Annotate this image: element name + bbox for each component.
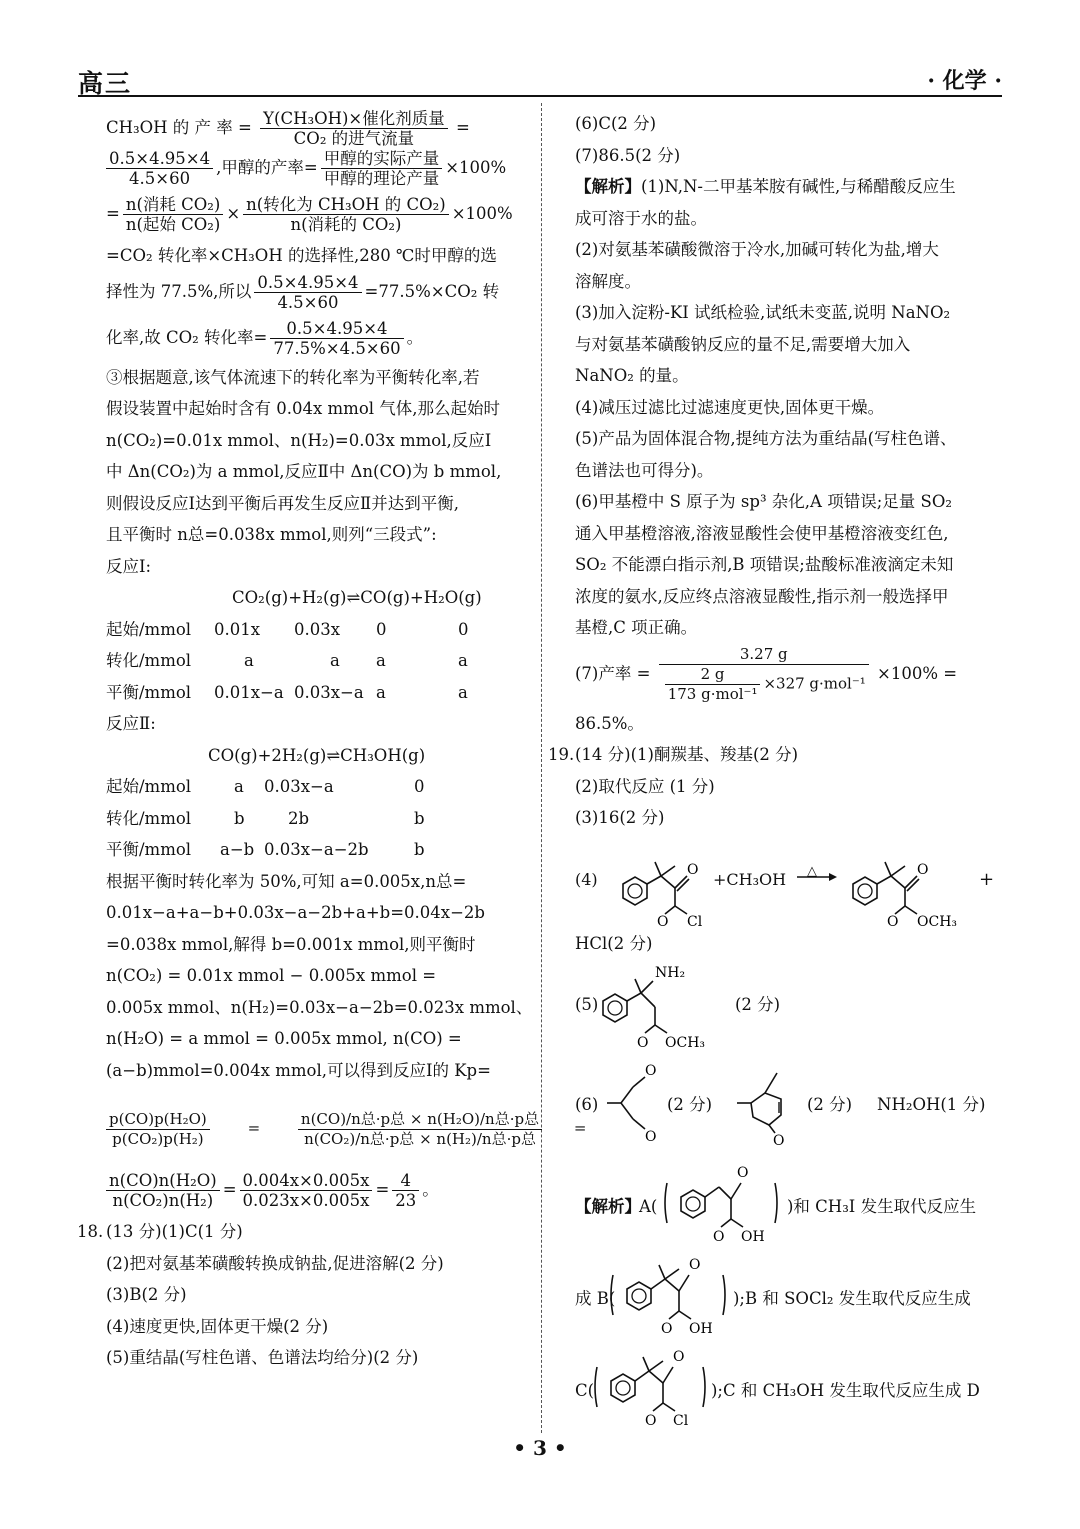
text-line: 根据平衡时转化率为 50%,可知 a=0.005x,n总= xyxy=(106,871,467,891)
header-rule xyxy=(78,95,1002,97)
svg-text:OH: OH xyxy=(689,1321,713,1337)
svg-text:O: O xyxy=(737,1165,749,1181)
fraction: $\frac{\text{Y(CH₃OH)×催化剂质量}}{\text{CO₂ 的进气流量}}$ xyxy=(260,109,448,148)
text-line: 假设装置中起始时含有 0.04x mmol 气体,那么起始时 xyxy=(106,399,501,418)
explanation-19-b: 成 B( O O OH );B 和 SOCl₂ 发生取代反应生成 xyxy=(575,1249,1000,1341)
fraction: $\frac{\text{p(CO)p(H₂O)}}{\text{p(CO₂)p(H₂)}}$ xyxy=(106,1110,210,1149)
fraction: $\frac{\text{n(消耗 CO₂)}}{\text{n(起始 CO₂)}}$ xyxy=(123,195,224,234)
text-line: 基橙,C 项正确。 xyxy=(575,618,698,637)
svg-text:OCH₃: OCH₃ xyxy=(665,1035,706,1051)
text-line: (a−b)mmol=0.004x mmol,可以得到反应Ⅰ的 Kp= xyxy=(106,1060,491,1080)
svg-text:O: O xyxy=(673,1349,685,1365)
methyl-ester-structure xyxy=(837,834,967,928)
fraction: $\frac{2 g}{\text{173 g·mol⁻¹}}$ xyxy=(665,665,761,704)
explanation-19-c: C( O O Cl );C 和 CH₃OH 发生取代反应生成 D xyxy=(575,1341,1000,1433)
svg-text:O: O xyxy=(773,1133,785,1149)
svg-text:O: O xyxy=(917,861,929,878)
text-line: (6)C(2 分) xyxy=(575,114,657,133)
text-line: ③根据题意,该气体流速下的转化率为平衡转化率,若 xyxy=(106,367,480,387)
text-line: =0.038x mmol,解得 b=0.001x mmol,则平衡时 xyxy=(106,934,476,954)
text-line: 中 Δn(CO₂)为 a mmol,反应Ⅱ中 Δn(CO)为 b mmol, xyxy=(106,462,502,481)
column-divider xyxy=(541,103,542,1433)
arrow-icon xyxy=(797,872,837,882)
kp-expression: $\frac{\text{p(CO)p(H₂O)}}{\text{p(CO₂)p(H₂)}}$ = $\frac{\text{n(CO)/n总·p总 × n(H₂O)/n总·p总}}{\text{n(CO₂)/n总·p总 × n(H₂)/n总·p总}}$ = xyxy=(106,1086,530,1170)
fraction: $\frac{\text{n(CO)n(H₂O)}}{\text{n(CO₂)n(H₂)}}$ xyxy=(106,1171,220,1210)
line-yield-expand: = $\frac{\text{n(消耗 CO₂)}}{\text{n(起始 CO₂)}}$ × $\frac{\text{n(转化为 CH₃OH 的 CO₂)}}{\text{n(消耗的 CO₂)}}$ ×100% xyxy=(106,195,513,234)
answer-18: 18. (13 分)(1)C(1 分) xyxy=(77,1222,243,1241)
fraction: $\frac{\text{n(转化为 CH₃OH 的 CO₂)}}{\text{n(消耗的 CO₂)}}$ xyxy=(243,195,449,234)
line-yield-def: CH₃OH 的 产 率 = $\frac{\text{Y(CH₃OH)×催化剂质量}}{\text{CO₂ 的进气流量}}$ = xyxy=(106,109,470,148)
text-line: (3)加入淀粉-KI 试纸检验,试纸未变蓝,说明 NaNO₂ xyxy=(575,303,951,322)
text-line: 浓度的氨水,反应终点溶液显酸性,指示剂一般选择甲 xyxy=(575,586,949,606)
answer-19: 19. (14 分)(1)酮羰基、羧基(2 分) xyxy=(548,745,799,764)
svg-text:O: O xyxy=(661,1321,673,1337)
svg-text:O: O xyxy=(689,1257,701,1273)
text-line: 反应Ⅰ: xyxy=(106,556,152,576)
compound-c-structure xyxy=(593,1341,713,1433)
explanation-19-a: 【解析】 A( O O OH )和 CH₃I 发生取代反应生 xyxy=(575,1157,1000,1249)
grade-label: 高三 xyxy=(78,69,133,98)
text-line: (4)速度更快,固体更干燥(2 分) xyxy=(106,1316,329,1336)
right-column xyxy=(548,108,1000,1433)
text-line: (6)甲基橙中 S 原子为 sp³ 杂化,A 项错误;足量 SO₂ xyxy=(575,492,952,511)
svg-text:O: O xyxy=(887,913,899,930)
text-line: n(H₂O) = a mmol = 0.005x mmol, n(CO) = xyxy=(106,1029,462,1048)
fraction: $\frac{0.5\times 4.95\times 4}{77.5\%\times 4.5\times 60}$ xyxy=(270,319,403,358)
text-line: =CO₂ 转化率×CH₃OH 的选择性,280 ℃时甲醇的选 xyxy=(106,246,497,265)
svg-text:O: O xyxy=(637,1035,649,1051)
kp-result: $\frac{\text{n(CO)n(H₂O)}}{\text{n(CO₂)n(H₂)}}$ = $\frac{0.004x\times 0.005x}{0.023x\times 0.005x}$ = $\frac{4}{23}$ 。 xyxy=(106,1170,530,1216)
left-column xyxy=(77,108,587,1374)
table-row: 平衡/mmol 0.01x−a 0.03x−a a a xyxy=(106,682,468,702)
text-line: 反应Ⅱ: xyxy=(106,714,156,733)
text-line: (2)对氨基苯磺酸微溶于冷水,加碱可转化为盐,增大 xyxy=(575,240,939,259)
answer-6-structures: (6) O O (2 分) O (2 分) NH₂OH(1 分) xyxy=(575,1059,1000,1151)
compound-b-structure xyxy=(609,1249,729,1341)
page-number: • 3 • xyxy=(513,1436,567,1460)
text-line: 则假设反应Ⅰ达到平衡后再发生反应Ⅱ并达到平衡, xyxy=(106,493,459,513)
subject-label: · 化学 · xyxy=(927,68,1002,94)
table-row: 转化/mmol a a a a xyxy=(106,651,468,670)
fraction: 3.27 g $\frac{2 g}{\text{173 g·mol⁻¹}}$ ×327 g·mol⁻¹ xyxy=(659,645,869,704)
svg-text:O: O xyxy=(645,1129,657,1145)
table-row: 起始/mmol a 0.03x−a 0 xyxy=(106,777,425,796)
svg-text:OH: OH xyxy=(741,1229,765,1245)
yield-equation: (7)产率 = 3.27 g $\frac{2 g}{\text{173 g·mol⁻¹}}$ ×327 g·mol⁻¹ ×100% = xyxy=(575,644,958,703)
svg-text:Cl: Cl xyxy=(687,913,703,930)
explanation-18: 【解析】(1)N,N-二甲基苯胺有碱性,与稀醋酸反应生 xyxy=(575,177,956,196)
text-line: (5)产品为固体混合物,提纯方法为重结晶(写柱色谱、 xyxy=(575,429,957,448)
acyl-chloride-structure xyxy=(607,834,717,928)
amino-ester-structure xyxy=(597,959,737,1053)
line-yield-value: $\frac{0.5\times 4.95\times 4}{4.5\times 60}$ ,甲醇的产率= $\frac{\text{甲醇的实际产量}}{\text{甲醇的理论产量}}$ ×100% xyxy=(106,148,530,188)
fraction: $\frac{\text{n(CO)/n总·p总 × n(H₂O)/n总·p总}}{\text{n(CO₂)/n总·p总 × n(H₂)/n总·p总}}$ xyxy=(298,1110,542,1149)
svg-text:O: O xyxy=(687,861,699,878)
text-line: n(CO₂)=0.01x mmol、n(H₂)=0.03x mmol,反应Ⅰ xyxy=(106,430,492,450)
text-line: 且平衡时 n总=0.038x mmol,则列“三段式”: xyxy=(106,525,437,544)
text-line: (2)把对氨基苯磺酸转换成钠盐,促进溶解(2 分) xyxy=(106,1253,444,1273)
svg-text:Cl: Cl xyxy=(673,1413,689,1429)
answer-5-structure: (5) NH₂ O OCH₃ (2 分) xyxy=(575,959,1000,1053)
text-line: NaNO₂ 的量。 xyxy=(575,366,689,385)
text-line: 与对氨基苯磺酸钠反应的量不足,需要增大加入 xyxy=(575,334,911,354)
fraction: $\frac{\text{甲醇的实际产量}}{\text{甲醇的理论产量}}$ xyxy=(321,149,443,188)
fraction: $\frac{0.004x\times 0.005x}{0.023x\times 0.005x}$ xyxy=(240,1171,373,1210)
svg-text:O: O xyxy=(645,1413,657,1429)
text-line: 86.5%。 xyxy=(575,713,644,733)
text-line: 溶解度。 xyxy=(575,271,641,291)
text-line: (2)取代反应 (1 分) xyxy=(575,776,715,796)
page-header xyxy=(78,58,1002,96)
line-conversion: 化率,故 CO₂ 转化率= $\frac{0.5\times 4.95\times 4}{77.5\%\times 4.5\times 60}$ 。 xyxy=(106,318,424,358)
text-line: (7)86.5(2 分) xyxy=(575,145,681,165)
svg-text:O: O xyxy=(645,1063,657,1079)
text-line: HCl(2 分) xyxy=(575,933,653,953)
text-line: SO₂ 不能漂白指示剂,B 项错误;盐酸标准液滴定未知 xyxy=(575,555,954,574)
text-line: 色谱法也可得分)。 xyxy=(575,460,714,480)
table-row: 起始/mmol 0.01x 0.03x 0 0 xyxy=(106,619,469,639)
reaction-1-equation: CO₂(g)+H₂(g)⇌CO(g)+H₂O(g) xyxy=(232,588,482,607)
text-line: 0.01x−a+a−b+0.03x−a−2b+a+b=0.04x−2b xyxy=(106,903,485,922)
line-selectivity: 择性为 77.5%,所以 $\frac{0.5\times 4.95\times 4}{4.5\times 60}$ =77.5%×CO₂ 转 xyxy=(106,272,500,312)
text-line: (5)重结晶(写柱色谱、色谱法均给分)(2 分) xyxy=(106,1348,419,1367)
reaction-2-equation: CO(g)+2H₂(g)⇌CH₃OH(g) xyxy=(208,745,426,765)
text-line: n(CO₂) = 0.01x mmol − 0.005x mmol = xyxy=(106,966,437,985)
table-row: 转化/mmol b 2b b xyxy=(106,808,425,828)
svg-text:O: O xyxy=(713,1229,725,1245)
text-line: (4)减压过滤比过滤速度更快,固体更干燥。 xyxy=(575,397,885,417)
text-line: (3)16(2 分) xyxy=(575,808,665,827)
text-line: 0.005x mmol、n(H₂)=0.03x−a−2b=0.023x mmol、 xyxy=(106,997,533,1017)
reaction-4: (4) O O Cl +CH₃OH △ O O OCH₃ + xyxy=(575,834,1000,928)
text-line: (3)B(2 分) xyxy=(106,1285,187,1304)
fraction: $\frac{4}{23}$ xyxy=(392,1171,419,1210)
fraction: $\frac{0.5\times 4.95\times 4}{4.5\times 60}$ xyxy=(254,273,361,312)
svg-text:NH₂: NH₂ xyxy=(655,965,686,981)
compound-a-structure xyxy=(663,1157,783,1249)
table-row: 平衡/mmol a−b 0.03x−a−2b b xyxy=(106,840,425,859)
cyclohexenone-structure xyxy=(735,1059,815,1151)
text-line: 成可溶于水的盐。 xyxy=(575,208,707,228)
text-line: 通入甲基橙溶液,溶液显酸性会使甲基橙溶液变红色, xyxy=(575,523,949,543)
diketone-structure xyxy=(603,1059,663,1151)
svg-text:O: O xyxy=(657,913,669,930)
svg-text:OCH₃: OCH₃ xyxy=(917,913,958,930)
fraction: $\frac{0.5\times 4.95\times 4}{4.5\times 60}$ xyxy=(106,149,213,188)
